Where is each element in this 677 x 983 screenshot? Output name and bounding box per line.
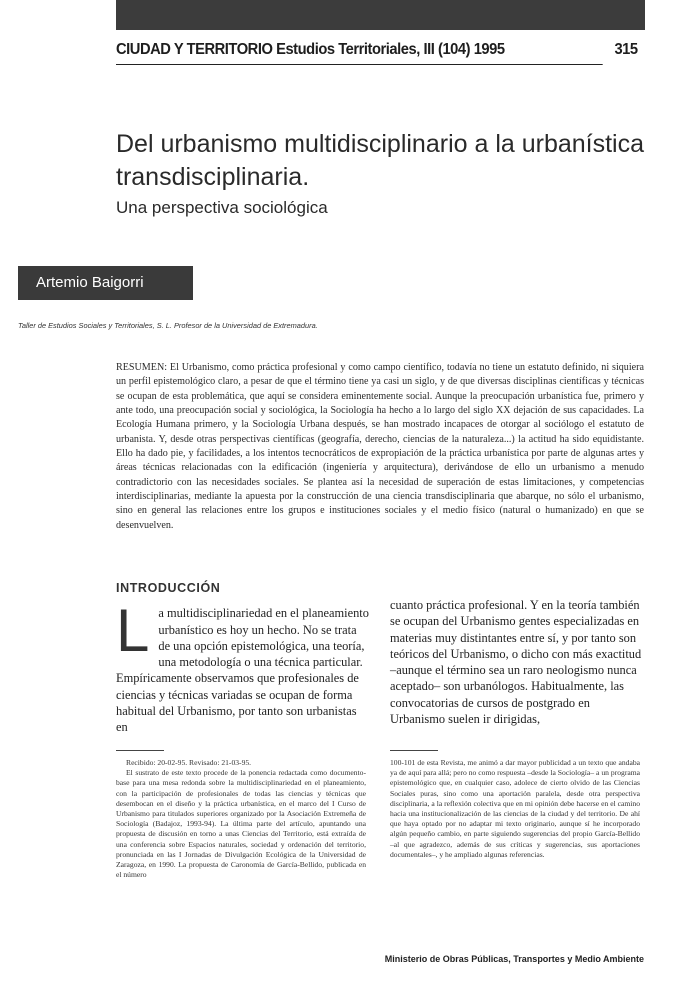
- footnote-text-left: El sustrato de este texto procede de la ponencia redactada como documento-base para una mesa redonda sobre la multidisciplinariedad en el planeamiento, con la participación de profesionales de todas las ciencias y técnicas que desembocan en el diseño y la práctica urbanística, en el marco del I Curso de Urbanismo para titulados superiores organizado por la Asociación Extremeña de Sociología (Badajoz, 1993-94). La última parte del artículo, apuntando una propuesta de discusión en torno a unas Ciencias del Territorio, está extraída de una conferencia sobre Espacios naturales, sociedad y ordenación del territorio, pronunciada en las I Jornadas de Divulgación Ecológica de la Universidad de Zaragoza, en 1990. La propuesta de Caronomía de García-Bellido, publicada en el número: [116, 768, 366, 880]
- article-subtitle: Una perspectiva sociológica: [116, 198, 328, 217]
- received-date: Recibido: 20-02-95. Revisado: 21-03-95.: [126, 758, 252, 767]
- intro-text-left: a multidisciplinariedad en el planeamiento urbanístico es hoy un hecho. No se trata de una opción epistemológica, una teoría, una metodología o una técnica particular. Empíricamente observamos que profesionales de ciencias y técnicas variadas se ocupan de forma habitual del Urbanismo, por tanto son urbanistas en: [116, 606, 369, 735]
- journal-title: CIUDAD Y TERRITORIO Estudios Territoriales, III (104) 1995: [116, 41, 505, 58]
- page-number: 315: [614, 41, 638, 58]
- section-heading: INTRODUCCIÓN: [116, 581, 221, 595]
- footnote-right: [390, 758, 640, 860]
- publisher-footer: Ministerio de Obras Públicas, Transportes y Medio Ambiente: [384, 954, 644, 964]
- author-box: [18, 266, 193, 300]
- abstract: RESUMEN: El Urbanismo, como práctica profesional y como campo científico, todavía no tiene un estatuto definido, ni siquiera un perfil epistemológico claro, a pesar de que el término tiene ya casi un siglo, y de que diversas disciplinas científicas y técnicas se ocupan de esta problemática, que aquí se considera eminentemente social. Aunque la preocupación urbanística fue, primero y ante todo, una preocupación social y sociológica, la Sociología ha hecho a lo largo del siglo XX dejación de sus capacidades. La Ecología Humana primero, y la Sociología Urbana después, se han mostrado incapaces de otorgar al sociólogo el estatuto de urbanista. Y, desde otras perspectivas científicas (geografía, derecho, ciencias de la naturaleza...) la actitud ha sido equidistante. Ello ha dado pie, y facilidades, a los intentos tecnocráticos de expropiación de la práctica urbanística por parte de algunas artes y áreas técnicas relacionadas con la edificación (ingeniería y arquitectura), derivándose de ello un urbanismo a menudo contradictorio con las necesidades sociales. Se plantea así la necesidad de superación de estas limitaciones, y competencias interdisciplinarias, mediante la apuesta por la construcción de una ciencia transdisciplinaria que abarque, no sólo el urbanismo, sino en general las relaciones entre los grupos e instituciones sociales y el medio físico (natural o humanizado) en que se desenvuelven.: [116, 362, 644, 531]
- footnote-text-right: 100-101 de esta Revista, me animó a dar mayor publicidad a un texto que andaba ya de aquí para allá; pero no como respuesta –desde la Sociología– a un programa epistemológico que, en cualquier caso, adolece de cierto olvido de las Ciencias Sociales puras, sino como una aportación paralela, desde otra perspectiva disciplinaria, a la reflexión colectiva que en mi opinión debe hacerse en el camino hacia una institucionalización de las ciencias de la ciudad y del territorio. De ahí que haya optado por no adaptar mi texto originario, aunque sí he incorporado algún pequeño cambio, en parte siguiendo sugerencias del propio García-Bellido –al que agradezco, además de sus críticas y sugerencias, sus aportaciones documentales–, y he ampliado algunas referencias.: [390, 758, 640, 859]
- header-band: [116, 0, 645, 30]
- article-title: Del urbanismo multidisciplinario a la urbanística transdisciplinaria.: [116, 130, 645, 191]
- author-name: Artemio Baigorri: [36, 274, 144, 291]
- author-affiliation: Taller de Estudios Sociales y Territoriales, S. L. Profesor de la Universidad de Extremadura.: [18, 321, 318, 330]
- footnote-rule-right: [390, 750, 438, 751]
- body-column-right: [390, 597, 645, 727]
- journal-header: [116, 38, 638, 65]
- footnote-left: [116, 758, 366, 880]
- body-column-left: [116, 580, 371, 736]
- footnote-rule-left: [116, 750, 164, 751]
- intro-text-right: cuanto práctica profesional. Y en la teoría también se ocupan del Urbanismo gentes especializadas en materias muy distintantes entre sí, y por tanto son teóricos del Urbanismo, o dicho con más exactitud –aunque el término sea un raro neologismo nunca aceptado– son urbanólogos. Habitualmente, las convocatorias de cursos de postgrado en Urbanismo suelen ir dirigidas,: [390, 598, 642, 727]
- drop-cap: L: [116, 597, 150, 665]
